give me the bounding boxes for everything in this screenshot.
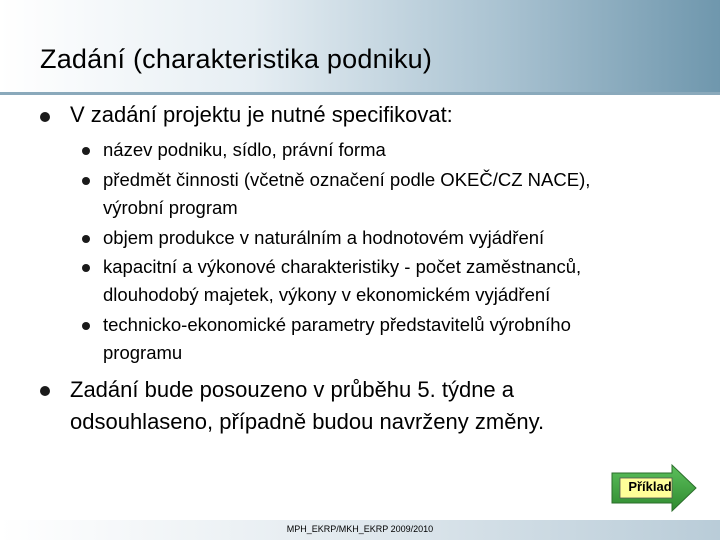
bullet-dot: [40, 112, 50, 122]
sub-bullet-dot: [82, 322, 90, 330]
slide-title: Zadání (charakteristika podniku): [40, 44, 433, 74]
sub-bullet-dot: [82, 177, 90, 185]
example-nav-button[interactable]: [610, 463, 698, 513]
sub-bullet-dot: [82, 264, 90, 272]
sub-item-parameters-cont: programu: [103, 342, 183, 363]
title-divider: [0, 92, 720, 95]
sub-item-capacity: kapacitní a výkonové charakteristiky - počet zaměstnanců,: [103, 256, 582, 277]
sub-bullet-dot: [82, 147, 90, 155]
bullet-item-evaluation-cont: odsouhlaseno, případně budou navrženy změny.: [70, 409, 545, 434]
sub-item-capacity-cont: dlouhodobý majetek, výkony v ekonomickém vyjádření: [103, 284, 551, 305]
bullet-dot: [40, 386, 50, 396]
bullet-item-specify: V zadání projektu je nutné specifikovat:: [70, 102, 453, 127]
sub-item-activity: předmět činnosti (včetně označení podle OKEČ/CZ NACE),: [103, 169, 591, 190]
sub-item-parameters: technicko-ekonomické parametry představitelů výrobního: [103, 314, 571, 335]
sub-item-activity-cont: výrobní program: [103, 197, 238, 218]
sub-bullet-dot: [82, 235, 90, 243]
footer-course-code: MPH_EKRP/MKH_EKRP 2009/2010: [286, 524, 434, 534]
bullet-item-evaluation: Zadání bude posouzeno v průběhu 5. týdne a: [70, 377, 515, 402]
example-nav-label: Příklad: [628, 479, 672, 494]
sub-item-name: název podniku, sídlo, právní forma: [103, 139, 386, 160]
sub-item-volume: objem produkce v naturálním a hodnotovém vyjádření: [103, 227, 545, 248]
